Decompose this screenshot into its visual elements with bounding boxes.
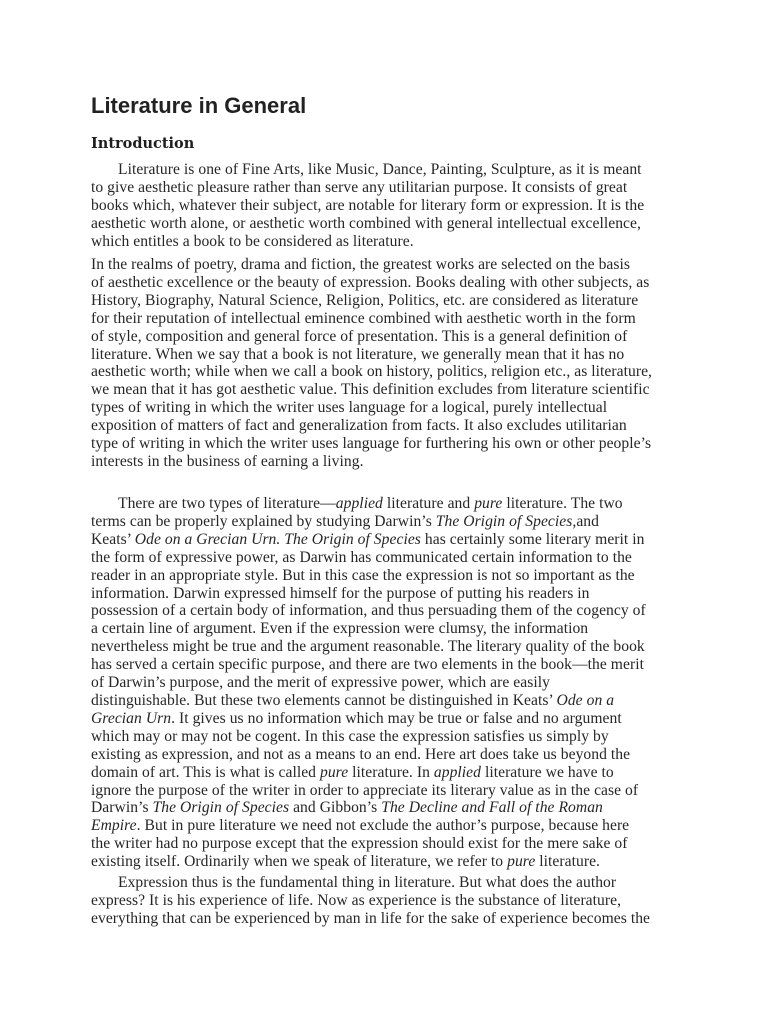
- text-run: reader in an appropriate style. But in this case the expression is not so important as the: [91, 566, 635, 584]
- text-line: Expression thus is the fundamental thing in literature. But what does the author: [118, 874, 617, 891]
- paragraph-2: [91, 256, 677, 471]
- text-line: In the realms of poetry, drama and fiction, the greatest works are selected on the basis: [91, 256, 631, 273]
- text-run: literature we have to: [481, 763, 614, 781]
- text-run: literature. In: [348, 763, 434, 781]
- text-line: interests in the business of earning a living.: [91, 452, 364, 470]
- paragraph-1: [91, 161, 677, 251]
- text-line: books which, whatever their subject, are notable for literary form or expression. It is the: [91, 196, 645, 214]
- text-line: express? It is his experience of life. Now as experience is the substance of literature,: [91, 891, 622, 909]
- text-line: [91, 638, 677, 656]
- text-line: [91, 549, 677, 567]
- text-line: [91, 602, 677, 620]
- document-title: Literature in General: [91, 93, 307, 118]
- text-run: literature.: [535, 853, 601, 871]
- text-line: [91, 764, 677, 782]
- text-run: information. Darwin expressed himself for the purpose of putting his readers in: [91, 584, 590, 602]
- text-line: [91, 567, 677, 585]
- text-run: There are two types of literature—: [118, 495, 336, 512]
- text-run: literature. The two: [502, 495, 623, 512]
- text-line: [91, 585, 677, 603]
- text-run: a certain line of argument. Even if the expression were clumsy, the information: [91, 620, 589, 638]
- text-run: domain of art. This is what is called: [91, 763, 320, 781]
- text-line: [91, 782, 677, 800]
- text-line: [91, 656, 677, 674]
- text-run: nevertheless might be true and the argument reasonable. The literary quality of the book: [91, 638, 645, 656]
- text-line: of style, composition and general force of presentation. This is a general definition of: [91, 327, 628, 345]
- text-run: distinguishable. But these two elements cannot be distinguished in Keats’: [91, 691, 557, 709]
- section-heading: Introduction: [91, 135, 195, 152]
- text-run: and Gibbon’s: [289, 799, 382, 817]
- text-run: existing itself. Ordinarily when we speak of literature, we refer to: [91, 853, 508, 871]
- italic-title-text: Empire: [91, 817, 137, 835]
- italic-title-text: The Decline and Fall of the Roman: [381, 799, 603, 817]
- italic-title-text: The Origin of Species,: [435, 512, 577, 530]
- text-line: [91, 495, 677, 513]
- text-line: [91, 531, 677, 549]
- italic-title-text: applied: [335, 495, 383, 512]
- text-line: we mean that it has got aesthetic value. This definition excludes from literature scientific: [91, 381, 650, 399]
- text-line: [91, 799, 677, 817]
- text-run: Keats’: [91, 530, 135, 548]
- text-line: to give aesthetic pleasure rather than serve any utilitarian purpose. It consists of great: [91, 178, 628, 196]
- text-line: [91, 835, 677, 853]
- text-run: literature and: [382, 495, 475, 512]
- text-run: terms can be properly explained by studying Darwin’s: [91, 512, 436, 530]
- text-line: aesthetic worth alone, or aesthetic worth combined with general intellectual excellence,: [91, 214, 641, 232]
- text-line: of aesthetic excellence or the beauty of expression. Books dealing with other subjects, as: [91, 273, 650, 291]
- text-line: [91, 853, 677, 871]
- text-line: [91, 817, 677, 835]
- text-line: everything that can be experienced by man in life for the sake of experience becomes the: [91, 909, 651, 927]
- text-run: possession of a certain body of information, and thus persuading them of the cogency of: [91, 602, 646, 620]
- italic-title-text: applied: [433, 763, 481, 781]
- text-line: [91, 728, 677, 746]
- paragraph-3: [91, 495, 677, 871]
- text-line: [91, 674, 677, 692]
- italic-title-text: The Origin of Species: [152, 799, 290, 817]
- text-run: has served a certain specific purpose, and there are two elements in the book—the merit: [91, 656, 644, 674]
- text-line: literature. When we say that a book is not literature, we generally mean that it has no: [91, 345, 625, 363]
- paragraph-4: [91, 874, 677, 928]
- text-line: [91, 692, 677, 710]
- text-run: Darwin’s: [91, 799, 153, 817]
- text-line: exposition of matters of fact and generalization from facts. It also excludes utilitarian: [91, 417, 627, 435]
- text-run: of Darwin’s purpose, and the merit of expressive power, which are easily: [91, 674, 550, 692]
- text-line: type of writing in which the writer uses language for furthering his own or other people’s: [91, 435, 652, 453]
- text-line: History, Biography, Natural Science, Religion, Politics, etc. are considered as literature: [91, 291, 639, 309]
- text-run: and: [576, 512, 599, 530]
- text-run: . But in pure literature we need not exclude the author’s purpose, because here: [136, 817, 630, 835]
- text-line: [91, 513, 677, 531]
- text-run: which may or may not be cogent. In this case the expression satisfies us simply by: [91, 727, 609, 745]
- italic-title-text: Ode on a: [556, 691, 615, 709]
- text-line: [91, 620, 677, 638]
- text-run: has certainly some literary merit in: [420, 530, 645, 548]
- text-line: [91, 746, 677, 764]
- text-run: the writer had no purpose except that the expression should exist for the mere sake of: [91, 835, 628, 853]
- italic-title-text: Grecian Urn: [91, 709, 172, 727]
- text-line: which entitles a book to be considered as literature.: [91, 232, 414, 250]
- text-run: ignore the purpose of the writer in order to appreciate its literary value as in the case of: [91, 781, 639, 799]
- text-run: the form of expressive power, as Darwin has communicated certain information to the: [91, 548, 632, 566]
- italic-title-text: Ode on a Grecian Urn. The Origin of Species: [134, 530, 421, 548]
- text-line: for their reputation of intellectual eminence combined with aesthetic worth in the form: [91, 309, 636, 327]
- text-line: [91, 710, 677, 728]
- text-line: Literature is one of Fine Arts, like Music, Dance, Painting, Sculpture, as it is meant: [118, 161, 642, 178]
- text-line: types of writing in which the writer uses language for a logical, purely intellectual: [91, 399, 608, 417]
- italic-title-text: pure: [474, 495, 503, 512]
- italic-title-text: pure: [507, 853, 536, 871]
- text-line: aesthetic worth; while when we call a book on history, politics, religion etc., as literature,: [91, 363, 653, 381]
- text-run: existing as expression, and not as a means to an end. Here art does take us beyond the: [91, 745, 631, 763]
- italic-title-text: pure: [319, 763, 349, 781]
- text-run: . It gives us no information which may be true or false and no argument: [171, 709, 622, 727]
